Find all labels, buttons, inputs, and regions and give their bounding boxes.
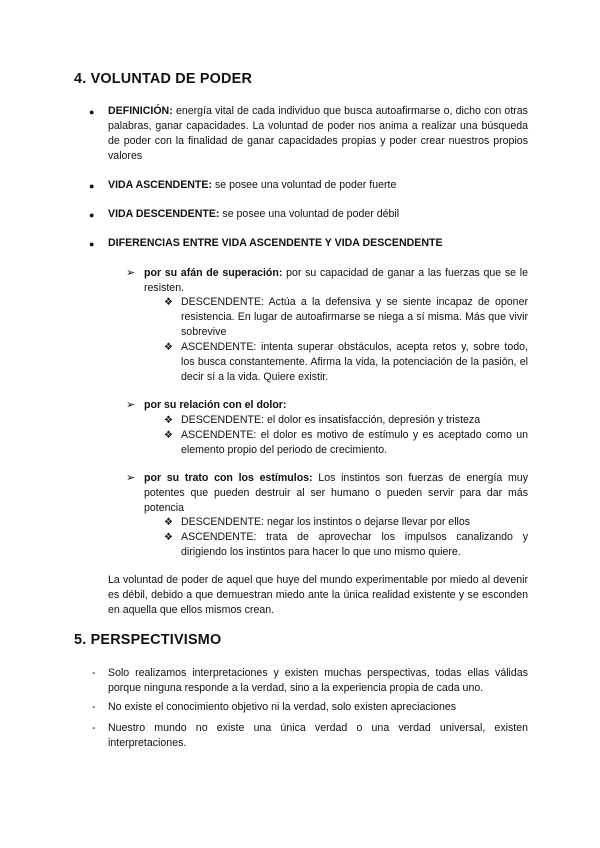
definicion-item: [108, 104, 528, 164]
diamond-icon: ❖: [164, 342, 173, 353]
afan-ascendente: ASCENDENTE: intenta superar obstáculos, acepta retos y, sobre todo, los busca constantemente. Afirma la vida, la potenciación de la pasión, el decir sí a la vida. Quiere existir.: [181, 341, 528, 383]
bullet-icon: ●: [89, 239, 95, 249]
diamond-icon: ❖: [164, 415, 173, 426]
bullet-icon: ●: [89, 107, 95, 117]
afan-item: [144, 266, 528, 296]
bullet-icon: ●: [89, 210, 95, 220]
vida-descendente-item: [108, 207, 528, 222]
estimulos-item: [144, 471, 528, 516]
dolor-label: por su relación con el dolor:: [144, 399, 287, 411]
arrow-icon: ➢: [126, 399, 136, 411]
dolor-descendente: DESCENDENTE: el dolor es insatisfacción, depresión y tristeza: [181, 414, 481, 426]
dolor-item: [144, 398, 528, 413]
bullet-icon: ●: [89, 181, 95, 191]
definicion-label: DEFINICIÓN:: [108, 105, 173, 117]
estimulos-ascendente: ASCENDENTE: trata de aprovechar los impulsos canalizando y dirigiendo los instintos para hacer lo que uno mismo quiere.: [181, 531, 528, 558]
diamond-icon: ❖: [164, 430, 173, 441]
estimulos-text: Los instintos son fuerzas de energía muy potentes que pueden destruir al ser humano o pueden servir para dar más potencia: [144, 472, 528, 514]
arrow-icon: ➢: [126, 472, 136, 484]
perspectivismo-item-2: No existe el conocimiento objetivo ni la verdad, solo existen apreciaciones: [108, 701, 457, 713]
dash-icon: -: [92, 701, 96, 713]
diamond-icon: ❖: [164, 517, 173, 528]
perspectivismo-item-3: Nuestro mundo no existe una única verdad o una verdad universal, existen interpretaciones.: [108, 722, 528, 749]
vida-descendente-text: se posee una voluntad de poder débil: [222, 208, 400, 220]
diamond-icon: ❖: [164, 297, 173, 308]
estimulos-label: por su trato con los estímulos:: [144, 472, 313, 484]
estimulos-descendente: DESCENDENTE: negar los instintos o dejarse llevar por ellos: [181, 516, 471, 528]
definicion-text: energía vital de cada individuo que busca autoafirmarse o, dicho con otras palabras, ganar capacidades. La voluntad de poder nos anima a realizar una búsqueda de poder con la finalidad de ganar capacidades propias y poder crear nuestros propios valores: [108, 105, 528, 162]
vida-ascendente-text: se posee una voluntad de poder fuerte: [214, 179, 397, 191]
vida-ascendente-label: VIDA ASCENDENTE:: [108, 179, 212, 191]
section-4-title: 4. VOLUNTAD DE PODER: [74, 71, 253, 87]
section-5-title: 5. PERSPECTIVISMO: [74, 632, 222, 648]
vida-ascendente-item: [108, 178, 528, 193]
diferencias-item: [108, 236, 528, 251]
closing-paragraph: La voluntad de poder de aquel que huye del mundo experimentable por miedo al devenir es débil, debido a que demuestran miedo ante la única realidad existente y se esconden en aquella que ellos mismos crean.: [108, 574, 528, 616]
afan-descendente: DESCENDENTE: Actúa a la defensiva y se siente incapaz de oponer resistencia. En lugar de autoafirmarse se niega a sí misma. Más que vivir sobrevive: [181, 296, 528, 338]
diamond-icon: ❖: [164, 532, 173, 543]
dolor-ascendente: ASCENDENTE: el dolor es motivo de estímulo y es aceptado como un elemento propio del periodo de crecimiento.: [181, 429, 528, 456]
arrow-icon: ➢: [126, 267, 136, 279]
vida-descendente-label: VIDA DESCENDENTE:: [108, 208, 220, 220]
afan-label: por su afán de superación:: [144, 267, 283, 279]
diferencias-label: DIFERENCIAS ENTRE VIDA ASCENDENTE Y VIDA DESCENDENTE: [108, 237, 443, 249]
perspectivismo-item-1: Solo realizamos interpretaciones y existen muchas perspectivas, todas ellas válidas porque ninguna responde a la verdad, sino a la experiencia propia de cada uno.: [108, 667, 528, 694]
afan-text: por su capacidad de ganar a las fuerzas que se le resisten.: [144, 267, 528, 294]
dash-icon: -: [92, 722, 96, 734]
dash-icon: -: [92, 667, 96, 679]
